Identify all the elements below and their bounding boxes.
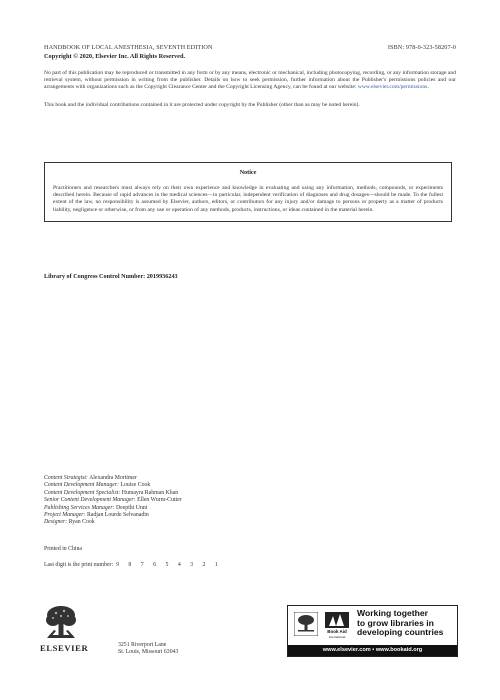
elsevier-small-tree-icon (294, 612, 318, 636)
print-line-label: Last digit is the print number: (44, 562, 114, 568)
credit-row: Senior Content Development Manager: Ellen Wurm-Cutter (44, 497, 182, 504)
credit-row: Content Development Specialist: Humayra Rahman Khan (44, 489, 179, 496)
protected-paragraph: This book and the individual contributions contained in it are protected under copyright by the Publisher (other than as may be noted herein). (44, 101, 360, 108)
credit-row: Content Strategist: Alexandra Mortimer (44, 475, 137, 481)
credit-row: Project Manager: Radjan Lourde Selvanadin (44, 512, 149, 519)
isbn: ISBN: 978-0-323-58207-0 (387, 44, 456, 51)
credit-row: Content Development Manager: Louise Cook (44, 482, 151, 489)
bookaid-badge (287, 605, 458, 657)
credits-list (44, 475, 182, 527)
book-aid-logo-icon (324, 611, 350, 639)
notice-text: Practitioners and researchers must always rely on their own experience and knowledge in evaluating and using any information, methods, compounds, or experiments described herein. Because of rapid advances in the medical sciences—in particular, independent verification of diagnoses and drug dosages—should be made. To the fullest extent of the law, no responsibility is assumed by Elsevier, authors, editors, or contributors for any injury and/or damage to persons or property as a matter of products liability, negligence or otherwise, or from any use or operation of any methods, products, instructions, or ideas contained in the material herein. (53, 185, 443, 213)
printed-in: Printed in China (44, 546, 82, 552)
tagline-line: Working together (357, 608, 428, 618)
svg-text:International: International (328, 635, 346, 639)
svg-text:Book Aid: Book Aid (327, 629, 347, 634)
address-line: 3251 Riverport Lane (118, 642, 167, 648)
print-line-digits: 9 8 7 6 5 4 3 2 1 (116, 562, 222, 568)
bookaid-tagline (357, 609, 443, 638)
credit-row: Publishing Services Manager: Deepthi Unni (44, 504, 148, 511)
elsevier-wordmark: ELSEVIER (40, 643, 89, 653)
tagline-line: to grow libraries in (357, 617, 434, 628)
copyright-page (44, 44, 456, 568)
print-line (44, 562, 222, 568)
publisher-address (118, 642, 178, 657)
lccn: Library of Congress Control Number: 2019936243 (44, 273, 178, 280)
rights-end: . (427, 84, 429, 91)
book-title: HANDBOOK OF LOCAL ANESTHESIA, SEVENTH EDITION (44, 44, 213, 51)
elsevier-tree-logo-icon (44, 604, 78, 640)
notice-box (44, 162, 452, 222)
rights-text: No part of this publication may be reproduced or transmitted in any form or by any means, electronic or mechanical, including photocopying, recording, or any information storage and retrieval system, without permission in writing from the publisher. Details on how to seek permission, further information about the Publisher's permissions policies and our arrangements with organizations such as the Copyright Clearance Center and the Copyright Licensing Agency, can be found at our website: (44, 70, 456, 91)
permissions-link[interactable]: www.elsevier.com/permissions (357, 84, 428, 91)
rights-paragraph (44, 70, 456, 92)
bookaid-footer-urls[interactable]: www.elsevier.com • www.bookaid.org (288, 645, 457, 656)
credit-row: Designer: Ryan Cook (44, 519, 95, 526)
header-row (44, 44, 456, 51)
notice-title: Notice (239, 169, 257, 176)
address-line: St. Louis, Missouri 63043 (118, 649, 179, 656)
copyright-line: Copyright © 2020, Elsevier Inc. All Rights Reserved. (44, 53, 186, 60)
tagline-line: developing countries (357, 627, 444, 638)
